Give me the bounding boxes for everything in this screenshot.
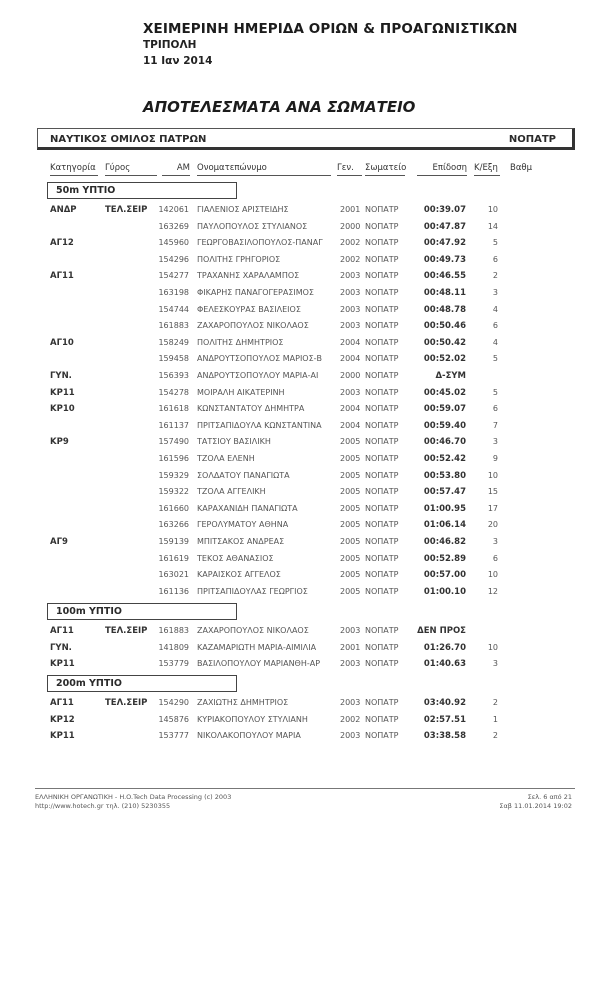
- cell-name: ΦΕΛΕΣΚΟΥΡΑΣ ΒΑΣΙΛΕΙΟΣ: [197, 304, 301, 314]
- col-club: Σωματείο: [365, 163, 405, 176]
- cell-time: 00:48.78: [423, 304, 466, 315]
- footer-company: ΕΛΛΗΝΙΚΗ ΟΡΓΑΝΩΤΙΚΗ - H.O.Tech Data Processing (c) 2003: [35, 793, 232, 801]
- result-row: [0, 504, 607, 520]
- cell-club: ΝΟΠΑΤΡ: [365, 714, 399, 724]
- cell-am: 154744: [158, 304, 189, 314]
- result-row: [0, 698, 607, 714]
- cell-time: 01:00.10: [423, 586, 466, 597]
- cell-category: ΓΥΝ.: [50, 371, 72, 381]
- cell-rank: 2: [492, 271, 498, 281]
- result-row: [0, 520, 607, 536]
- cell-name: ΖΑΧΑΡΟΠΟΥΛΟΣ ΝΙΚΟΛΑΟΣ: [197, 626, 309, 635]
- cell-name: ΜΠΙΤΣΑΚΟΣ ΑΝΔΡΕΑΣ: [197, 537, 285, 546]
- cell-club: ΝΟΠΑΤΡ: [365, 254, 399, 264]
- cell-category: ΚΡ9: [50, 437, 69, 448]
- cell-club: ΝΟΠΑΤΡ: [365, 304, 399, 314]
- cell-am: 161660: [158, 503, 189, 513]
- cell-year: 2003: [340, 321, 361, 331]
- cell-club: ΝΟΠΑΤΡ: [365, 698, 399, 707]
- cell-category: ΑΓ10: [50, 337, 74, 348]
- cell-club: ΝΟΠΑΤΡ: [365, 570, 399, 580]
- result-row: [0, 222, 607, 238]
- cell-year: 2005: [340, 537, 361, 546]
- result-row: [0, 659, 607, 675]
- event-date: 11 Ιαν 2014: [143, 55, 213, 67]
- cell-year: 2002: [340, 238, 361, 248]
- cell-round: ΤΕΛ.ΣΕΙΡ: [105, 698, 148, 708]
- cell-year: 2005: [340, 586, 361, 596]
- result-row: [0, 471, 607, 487]
- cell-am: 161137: [158, 420, 189, 430]
- cell-am: 141809: [158, 642, 189, 652]
- cell-am: 156393: [158, 371, 189, 380]
- cell-am: 163021: [158, 570, 189, 580]
- cell-rank: 3: [492, 288, 498, 297]
- cell-name: ΠΡΙΤΣΑΠΙΔΟΥΛΑ ΚΩΝΣΤΑΝΤΙΝΑ: [197, 420, 322, 430]
- cell-category: ΑΓ11: [50, 271, 74, 282]
- cell-name: ΤΑΤΣΙΟΥ ΒΑΣΙΛΙΚΗ: [197, 437, 271, 447]
- cell-club: ΝΟΠΑΤΡ: [365, 553, 399, 563]
- cell-name: ΝΙΚΟΛΑΚΟΠΟΥΛΟΥ ΜΑΡΙΑ: [197, 731, 301, 741]
- footer-divider: [35, 788, 575, 789]
- cell-name: ΤΡΑΧΑΝΗΣ ΧΑΡΑΛΑΜΠΟΣ: [197, 271, 300, 281]
- cell-name: ΜΟΙΡΑΛΗ ΑΙΚΑΤΕΡΙΝΗ: [197, 387, 285, 397]
- event-location: ΤΡΙΠΟΛΗ: [143, 39, 197, 51]
- cell-category: ΚΡ11: [50, 659, 75, 670]
- cell-am: 154296: [158, 254, 189, 264]
- cell-time: 00:59.07: [423, 404, 466, 415]
- cell-club: ΝΟΠΑΤΡ: [365, 642, 399, 652]
- result-row: [0, 570, 607, 586]
- result-row: [0, 626, 607, 642]
- cell-name: ΒΑΣΙΛΟΠΟΥΛΟΥ ΜΑΡΙΑΝΘΗ-ΑΡ: [197, 659, 321, 669]
- cell-rank: 5: [492, 354, 498, 364]
- result-row: [0, 321, 607, 337]
- cell-am: 161136: [158, 586, 189, 596]
- cell-am: 154278: [158, 387, 189, 397]
- section-header: 50m ΥΠΤΙΟ: [47, 182, 237, 199]
- cell-club: ΝΟΠΑΤΡ: [365, 221, 399, 231]
- cell-club: ΝΟΠΑΤΡ: [365, 321, 399, 331]
- result-row: [0, 554, 607, 570]
- cell-year: 2005: [340, 570, 361, 580]
- cell-time: 00:52.42: [423, 454, 466, 464]
- cell-name: ΠΟΛΙΤΗΣ ΔΗΜΗΤΡΙΟΣ: [197, 337, 284, 347]
- cell-year: 2005: [340, 503, 361, 513]
- cell-name: ΚΑΖΑΜΑΡΙΩΤΗ ΜΑΡΙΑ-ΑΙΜΙΛΙΑ: [197, 642, 317, 652]
- cell-am: 153779: [158, 659, 189, 669]
- col-points: Βαθμ: [510, 163, 533, 173]
- col-rank: Κ/Εξη: [474, 163, 500, 176]
- cell-time: 00:57.47: [423, 487, 466, 498]
- cell-am: 157490: [158, 437, 189, 447]
- result-row: [0, 371, 607, 387]
- cell-category: ΓΥΝ.: [50, 642, 72, 653]
- cell-time: 01:00.95: [423, 503, 466, 514]
- result-row: [0, 537, 607, 553]
- cell-year: 2003: [340, 304, 361, 314]
- cell-name: ΣΟΛΔΑΤΟΥ ΠΑΝΑΓΙΩΤΑ: [197, 470, 290, 480]
- cell-category: ΑΓ9: [50, 537, 68, 547]
- cell-time: 03:40.92: [423, 698, 466, 708]
- cell-rank: 6: [492, 404, 498, 414]
- cell-club: ΝΟΠΑΤΡ: [365, 288, 399, 297]
- result-row: [0, 305, 607, 321]
- result-row: [0, 643, 607, 659]
- club-code: ΝΟΠΑΤΡ: [508, 134, 556, 145]
- result-row: [0, 454, 607, 470]
- cell-year: 2005: [340, 470, 361, 480]
- cell-rank: 3: [492, 537, 498, 546]
- cell-rank: 10: [487, 642, 498, 652]
- cell-rank: 4: [492, 337, 498, 347]
- cell-time: Δ-ΣΥΜ: [435, 371, 466, 381]
- cell-category: ΚΡ12: [50, 714, 75, 725]
- cell-rank: 6: [492, 321, 498, 331]
- cell-rank: 6: [492, 254, 498, 264]
- cell-club: ΝΟΠΑΤΡ: [365, 537, 399, 546]
- cell-time: 00:52.02: [423, 354, 466, 365]
- cell-am: 161619: [158, 553, 189, 563]
- cell-year: 2005: [340, 454, 361, 463]
- result-row: [0, 338, 607, 354]
- cell-name: ΤΖΟΛΑ ΕΛΕΝΗ: [197, 454, 255, 463]
- cell-club: ΝΟΠΑΤΡ: [365, 659, 399, 669]
- cell-rank: 15: [487, 487, 498, 497]
- cell-club: ΝΟΠΑΤΡ: [365, 454, 399, 463]
- result-row: [0, 388, 607, 404]
- cell-time: 00:50.42: [423, 337, 466, 348]
- cell-rank: 17: [487, 503, 498, 513]
- cell-time: 00:45.02: [423, 387, 466, 398]
- cell-rank: 6: [492, 553, 498, 563]
- result-row: [0, 587, 607, 603]
- section-header: 200m ΥΠΤΙΟ: [47, 675, 237, 692]
- cell-time: ΔΕΝ ΠΡΟΣ: [417, 626, 466, 636]
- cell-time: 03:38.58: [423, 731, 466, 742]
- cell-am: 159139: [158, 537, 189, 546]
- footer-contact: http://www.hotech.gr τηλ. (210) 5230355: [35, 802, 171, 810]
- result-row: [0, 487, 607, 503]
- col-category: Κατηγορία: [50, 163, 98, 176]
- cell-round: ΤΕΛ.ΣΕΙΡ: [105, 205, 148, 215]
- cell-club: ΝΟΠΑΤΡ: [365, 354, 399, 364]
- cell-am: 161618: [158, 404, 189, 414]
- club-name: ΝΑΥΤΙΚΟΣ ΟΜΙΛΟΣ ΠΑΤΡΩΝ: [50, 134, 207, 145]
- result-row: [0, 238, 607, 254]
- cell-time: 00:46.70: [423, 437, 466, 448]
- cell-am: 154277: [158, 271, 189, 281]
- cell-am: 159458: [158, 354, 189, 364]
- cell-name: ΠΑΥΛΟΠΟΥΛΟΣ ΣΤΥΛΙΑΝΟΣ: [197, 221, 308, 231]
- cell-rank: 4: [492, 304, 498, 314]
- cell-am: 163198: [158, 288, 189, 297]
- cell-club: ΝΟΠΑΤΡ: [365, 470, 399, 480]
- cell-category: ΚΡ11: [50, 731, 75, 742]
- cell-club: ΝΟΠΑΤΡ: [365, 404, 399, 414]
- cell-year: 2001: [340, 205, 361, 214]
- cell-club: ΝΟΠΑΤΡ: [365, 626, 399, 635]
- result-row: [0, 404, 607, 420]
- cell-year: 2000: [340, 221, 361, 231]
- cell-am: 163266: [158, 520, 189, 530]
- cell-name: ΠΟΛΙΤΗΣ ΓΡΗΓΟΡΙΟΣ: [197, 254, 281, 264]
- cell-rank: 2: [492, 731, 498, 741]
- cell-year: 2004: [340, 354, 361, 364]
- cell-am: 153777: [158, 731, 189, 741]
- cell-year: 2000: [340, 371, 361, 380]
- cell-time: 00:53.80: [423, 470, 466, 481]
- result-row: [0, 271, 607, 287]
- cell-year: 2003: [340, 271, 361, 281]
- result-row: [0, 255, 607, 271]
- cell-year: 2004: [340, 337, 361, 347]
- cell-club: ΝΟΠΑΤΡ: [365, 337, 399, 347]
- cell-year: 2002: [340, 254, 361, 264]
- cell-round: ΤΕΛ.ΣΕΙΡ: [105, 626, 148, 636]
- cell-club: ΝΟΠΑΤΡ: [365, 503, 399, 513]
- cell-rank: 7: [492, 420, 498, 430]
- cell-am: 161883: [158, 321, 189, 331]
- cell-name: ΑΝΔΡΟΥΤΣΟΠΟΥΛΟΣ ΜΑΡΙΟΣ-Β: [197, 354, 323, 364]
- cell-time: 00:52.89: [423, 553, 466, 564]
- result-row: [0, 715, 607, 731]
- cell-name: ΖΑΧΙΩΤΗΣ ΔΗΜΗΤΡΙΟΣ: [197, 698, 289, 707]
- cell-name: ΑΝΔΡΟΥΤΣΟΠΟΥΛΟΥ ΜΑΡΙΑ-ΑΙ: [197, 371, 319, 380]
- footer-page: Σελ. 6 από 21: [527, 793, 572, 801]
- cell-name: ΚΑΡΑΧΑΝΙΔΗ ΠΑΝΑΓΙΩΤΑ: [197, 503, 298, 513]
- cell-time: 00:39.07: [423, 205, 466, 215]
- cell-rank: 9: [492, 454, 498, 463]
- cell-rank: 5: [492, 387, 498, 397]
- col-name: Ονοματεπώνυμο: [197, 163, 331, 176]
- cell-year: 2002: [340, 714, 361, 724]
- result-row: [0, 354, 607, 370]
- cell-name: ΠΡΙΤΣΑΠΙΔΟΥΛΑΣ ΓΕΩΡΓΙΟΣ: [197, 586, 308, 596]
- cell-category: ΑΓ11: [50, 698, 74, 708]
- cell-rank: 5: [492, 238, 498, 248]
- cell-rank: 14: [487, 221, 498, 231]
- cell-name: ΚΑΡΑΙΣΚΟΣ ΑΓΓΕΛΟΣ: [197, 570, 281, 580]
- cell-rank: 12: [487, 586, 498, 596]
- cell-am: 158249: [158, 337, 189, 347]
- cell-name: ΤΕΚΟΣ ΑΘΑΝΑΣΙΟΣ: [197, 553, 274, 563]
- cell-club: ΝΟΠΑΤΡ: [365, 238, 399, 248]
- cell-name: ΖΑΧΑΡΟΠΟΥΛΟΣ ΝΙΚΟΛΑΟΣ: [197, 321, 309, 331]
- result-row: [0, 437, 607, 453]
- cell-club: ΝΟΠΑΤΡ: [365, 205, 399, 214]
- cell-time: 01:26.70: [423, 642, 466, 653]
- cell-club: ΝΟΠΑΤΡ: [365, 586, 399, 596]
- report-subtitle: ΑΠΟΤΕΛΕΣΜΑΤΑ ΑΝΑ ΣΩΜΑΤΕΙΟ: [143, 98, 416, 116]
- col-am: ΑΜ: [162, 163, 190, 176]
- cell-time: 02:57.51: [423, 714, 466, 725]
- cell-am: 163269: [158, 221, 189, 231]
- cell-category: ΑΓ11: [50, 626, 74, 636]
- cell-club: ΝΟΠΑΤΡ: [365, 371, 399, 380]
- cell-club: ΝΟΠΑΤΡ: [365, 520, 399, 530]
- cell-am: 145960: [158, 238, 189, 248]
- cell-category: ΑΝΔΡ: [50, 205, 77, 215]
- cell-am: 161883: [158, 626, 189, 635]
- cell-club: ΝΟΠΑΤΡ: [365, 387, 399, 397]
- cell-name: ΤΖΟΛΑ ΑΓΓΕΛΙΚΗ: [197, 487, 266, 497]
- cell-rank: 10: [487, 470, 498, 480]
- cell-name: ΓΙΑΛΕΝΙΟΣ ΑΡΙΣΤΕΙΔΗΣ: [197, 205, 289, 214]
- cell-club: ΝΟΠΑΤΡ: [365, 437, 399, 447]
- cell-time: 00:47.87: [423, 221, 466, 232]
- cell-name: ΓΕΩΡΓΟΒΑΣΙΛΟΠΟΥΛΟΣ-ΠΑΝΑΓ: [197, 238, 323, 248]
- cell-rank: 3: [492, 437, 498, 447]
- col-year: Γεν.: [337, 163, 362, 176]
- result-row: [0, 205, 607, 221]
- cell-rank: 10: [487, 570, 498, 580]
- cell-am: 159329: [158, 470, 189, 480]
- result-row: [0, 288, 607, 304]
- cell-year: 2003: [340, 387, 361, 397]
- cell-year: 2004: [340, 404, 361, 414]
- cell-time: 00:50.46: [423, 321, 466, 332]
- cell-am: 159322: [158, 487, 189, 497]
- cell-name: ΚΥΡΙΑΚΟΠΟΥΛΟΥ ΣΤΥΛΙΑΝΗ: [197, 714, 308, 724]
- cell-club: ΝΟΠΑΤΡ: [365, 420, 399, 430]
- cell-time: 00:49.73: [423, 254, 466, 265]
- cell-category: ΑΓ12: [50, 238, 74, 249]
- result-row: [0, 731, 607, 747]
- cell-name: ΓΕΡΟΛΥΜΑΤΟΥ ΑΘΗΝΑ: [197, 520, 289, 530]
- cell-time: 00:46.82: [423, 537, 466, 547]
- cell-time: 00:47.92: [423, 238, 466, 249]
- cell-year: 2003: [340, 626, 361, 635]
- col-time: Επίδοση: [417, 163, 467, 176]
- cell-rank: 1: [492, 714, 498, 724]
- cell-year: 2003: [340, 659, 361, 669]
- cell-year: 2005: [340, 520, 361, 530]
- cell-year: 2005: [340, 487, 361, 497]
- cell-category: ΚΡ11: [50, 387, 75, 398]
- cell-time: 00:57.00: [423, 570, 466, 581]
- cell-name: ΚΩΝΣΤΑΝΤΑΤΟΥ ΔΗΜΗΤΡΑ: [197, 404, 305, 414]
- cell-category: ΚΡ10: [50, 404, 75, 415]
- cell-time: 00:59.40: [423, 420, 466, 431]
- cell-year: 2004: [340, 420, 361, 430]
- cell-time: 00:48.11: [423, 288, 466, 298]
- cell-am: 161596: [158, 454, 189, 463]
- cell-rank: 3: [492, 659, 498, 669]
- cell-time: 01:40.63: [423, 659, 466, 670]
- cell-year: 2003: [340, 731, 361, 741]
- cell-year: 2003: [340, 698, 361, 707]
- cell-club: ΝΟΠΑΤΡ: [365, 731, 399, 741]
- result-row: [0, 421, 607, 437]
- club-box: [37, 128, 575, 150]
- cell-club: ΝΟΠΑΤΡ: [365, 487, 399, 497]
- col-round: Γύρος: [105, 163, 157, 176]
- cell-am: 154290: [158, 698, 189, 707]
- cell-year: 2005: [340, 437, 361, 447]
- cell-time: 01:06.14: [423, 520, 466, 531]
- cell-rank: 2: [492, 698, 498, 707]
- footer-timestamp: Σαβ 11.01.2014 19:02: [499, 802, 572, 810]
- cell-name: ΦΙΚΑΡΗΣ ΠΑΝΑΓΟΓΕΡΑΣΙΜΟΣ: [197, 288, 314, 297]
- cell-am: 142061: [158, 205, 189, 214]
- cell-club: ΝΟΠΑΤΡ: [365, 271, 399, 281]
- cell-time: 00:46.55: [423, 271, 466, 282]
- cell-rank: 20: [487, 520, 498, 530]
- cell-year: 2003: [340, 288, 361, 297]
- cell-rank: 10: [487, 205, 498, 214]
- event-title: ΧΕΙΜΕΡΙΝΗ ΗΜΕΡΙΔΑ ΟΡΙΩΝ & ΠΡΟΑΓΩΝΙΣΤΙΚΩΝ: [143, 21, 518, 37]
- cell-year: 2005: [340, 553, 361, 563]
- section-header: 100m ΥΠΤΙΟ: [47, 603, 237, 620]
- cell-year: 2001: [340, 642, 361, 652]
- cell-am: 145876: [158, 714, 189, 724]
